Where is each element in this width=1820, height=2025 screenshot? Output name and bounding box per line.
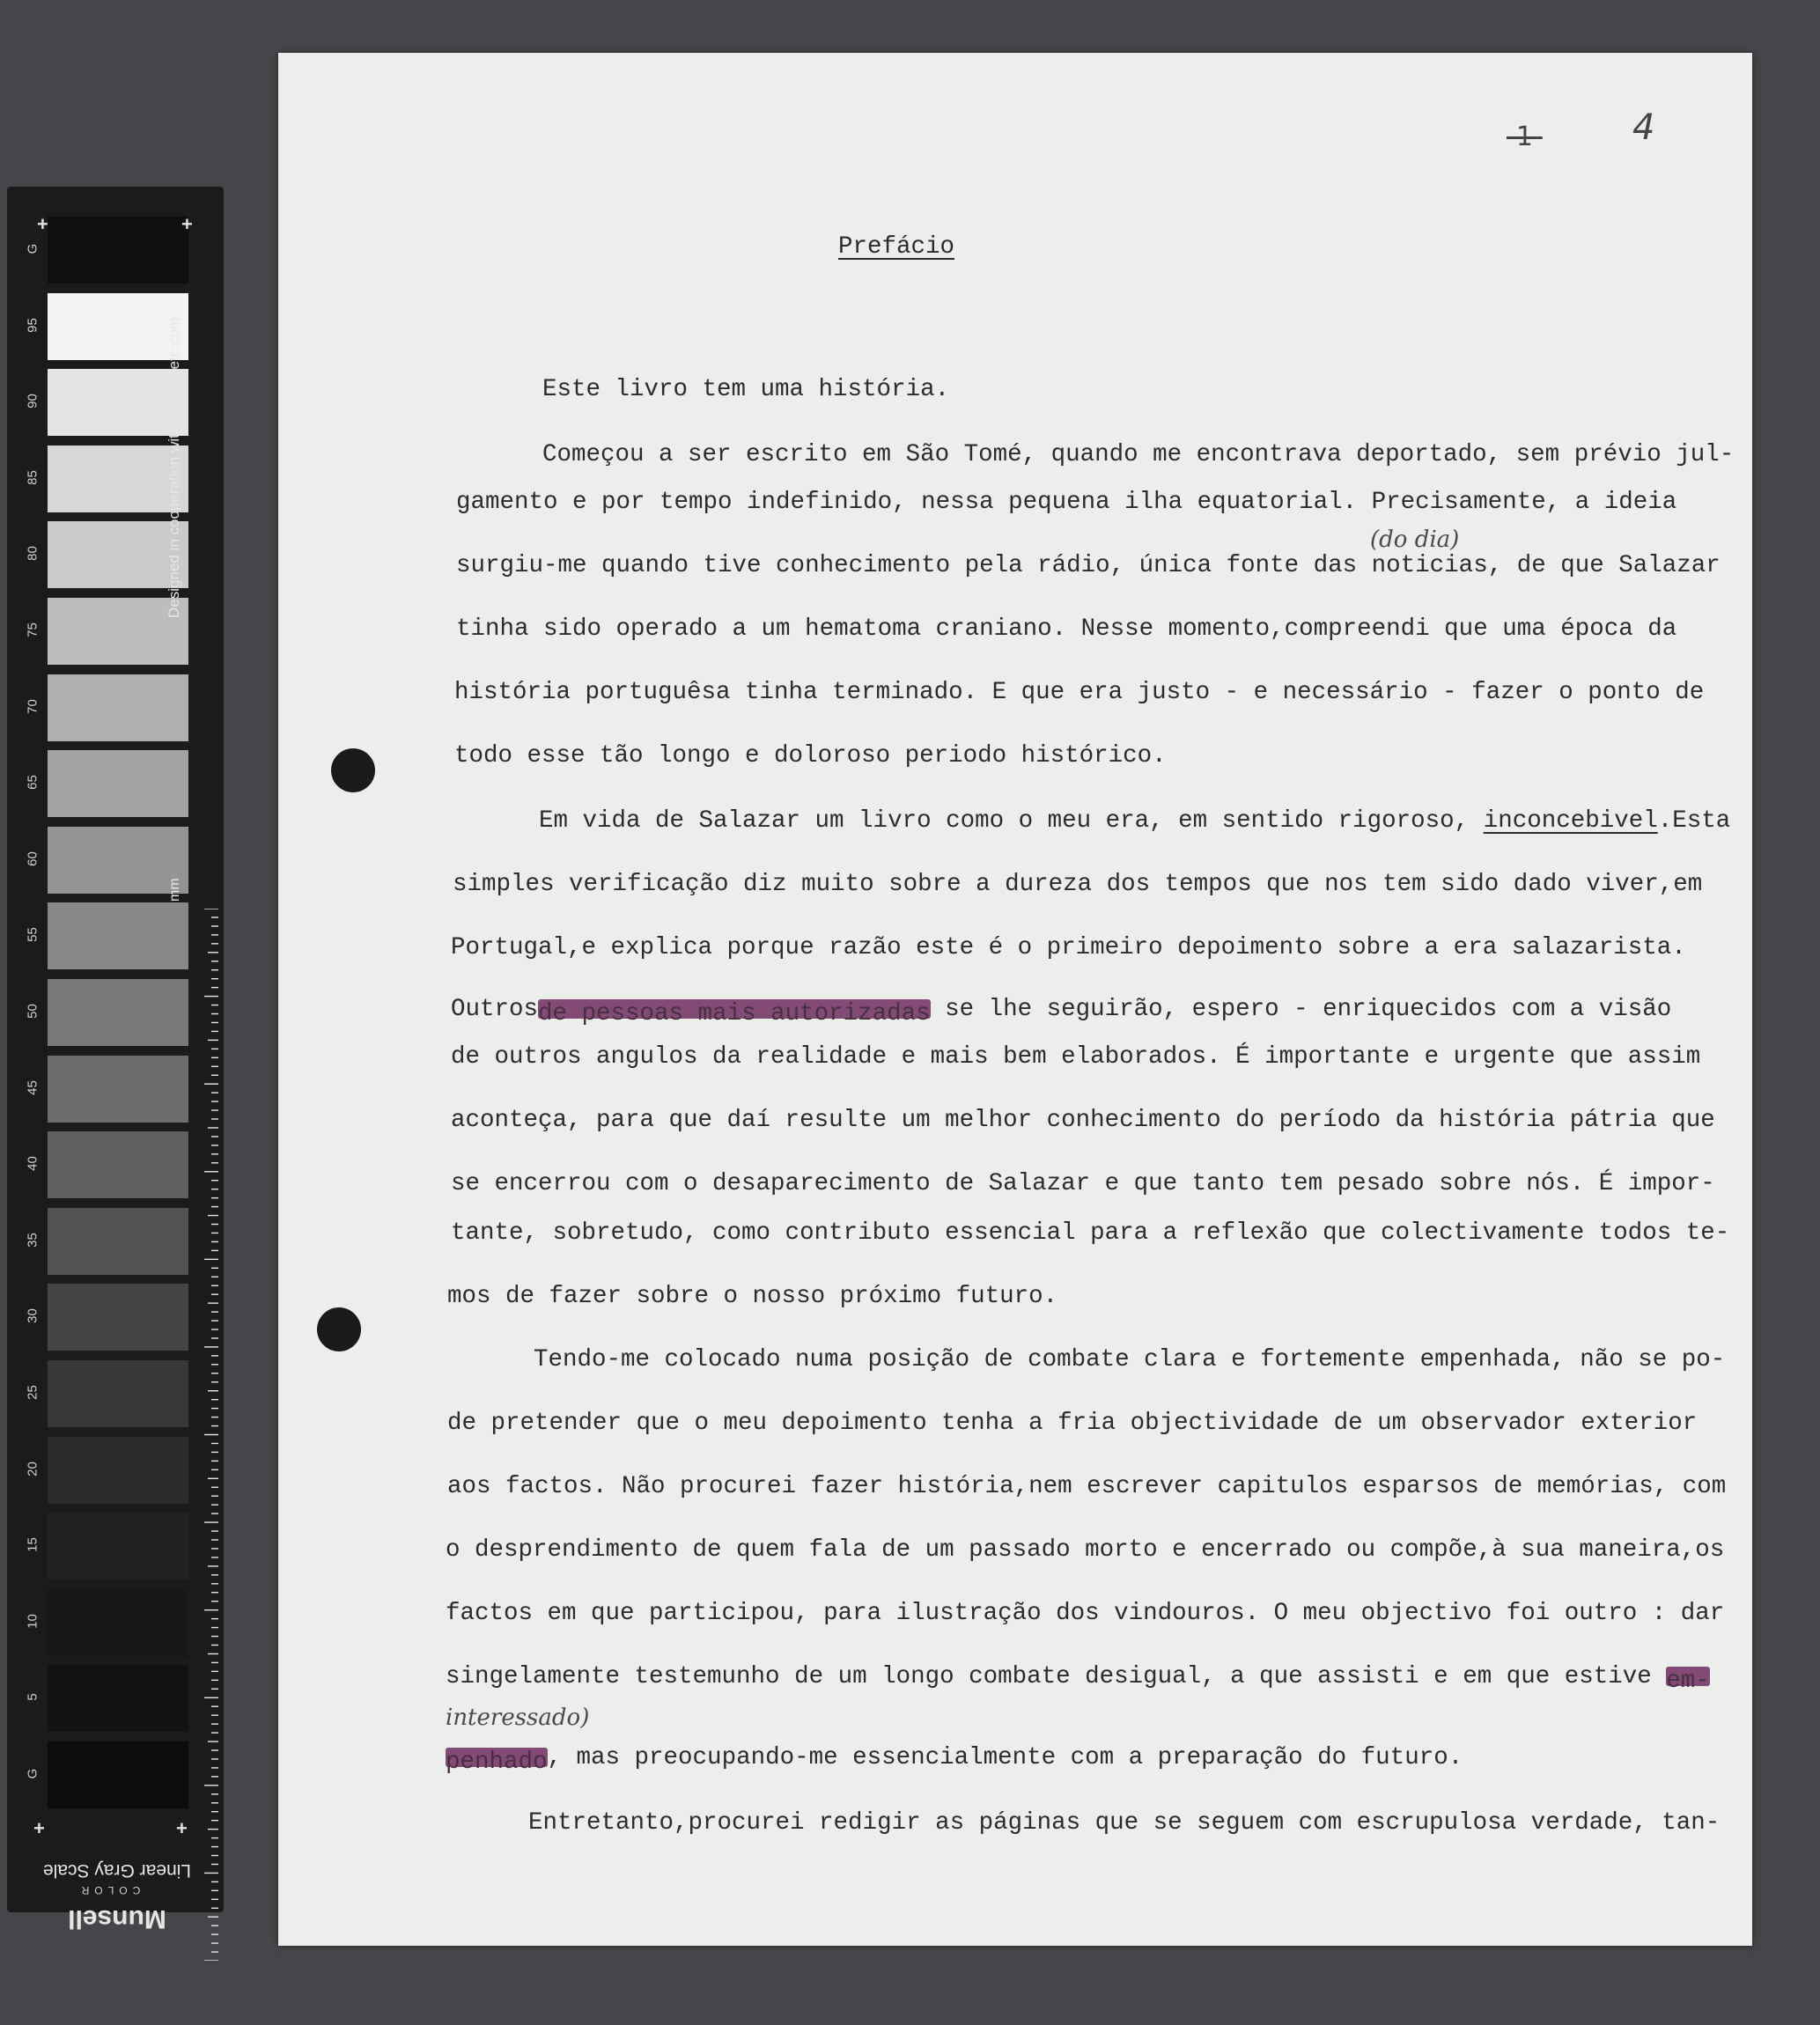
patch-number: 20 (25, 1461, 41, 1476)
gray-patch (48, 750, 188, 817)
gray-patch (48, 1437, 188, 1504)
text-line: Entretanto,procurei redigir as páginas que se seguem com escrupulosa verdade, tan- (528, 1809, 1721, 1837)
gray-patch (48, 674, 188, 741)
gray-patch (48, 1208, 188, 1275)
plus-mark: + (37, 213, 48, 235)
patch-number: G (25, 1768, 41, 1779)
gray-patch (48, 1360, 188, 1427)
patch-number: 45 (25, 1079, 41, 1095)
text-line (446, 1743, 1463, 1776)
line-segment: singelamente testemunho de um longo combate desigual, a que assisti e em que estive (446, 1663, 1667, 1690)
text-line (539, 806, 1730, 836)
handwritten-annotation: interessado) (446, 1705, 590, 1731)
gray-patch (48, 1665, 188, 1732)
patch-number: G (25, 243, 41, 254)
patch-number: 85 (25, 469, 41, 485)
gray-patch (48, 217, 188, 284)
plus-mark: + (181, 213, 193, 235)
patch-number: 50 (25, 1004, 41, 1019)
text-line: de pretender que o meu depoimento tenha a fria objectividade de um observador exterior (447, 1410, 1698, 1437)
text-line: gamento e por tempo indefinido, nessa pequena ilha equatorial. Precisamente, a ideia (456, 489, 1677, 516)
patch-number: 75 (25, 622, 41, 637)
patch-number: 55 (25, 927, 41, 943)
brand-sub: COLOR (76, 1884, 141, 1896)
patch-number: 60 (25, 850, 41, 866)
patch-number: 40 (25, 1156, 41, 1172)
text-line: de outros angulos da realidade e mais bem elaborados. É importante e urgente que assim (451, 1043, 1701, 1071)
gray-patch (48, 902, 188, 969)
crossed-out-text: em- (1666, 1667, 1710, 1695)
patch-number: 15 (25, 1537, 41, 1553)
page-mark-crossed: -1- (1507, 122, 1543, 152)
patch-number: 35 (25, 1232, 41, 1248)
underlined-word: inconcebivel (1483, 807, 1658, 835)
text-line: o desprendimento de quem fala de um passado morto e encerrado ou compõe,à sua maneira,os (446, 1536, 1725, 1564)
text-line: tinha sido operado a um hematoma craniano. Nesse momento,compreendi que uma época da (456, 615, 1677, 643)
text-line: factos em que participou, para ilustração dos vindouros. O meu objectivo foi outro : dar (446, 1600, 1725, 1627)
gray-patch (48, 1513, 188, 1580)
patch-number: 25 (25, 1385, 41, 1400)
patch-number: 30 (25, 1308, 41, 1324)
gray-patch (48, 979, 188, 1046)
gray-patch (48, 1056, 188, 1123)
crossed-out-text: penhado (446, 1748, 548, 1776)
text-line: história portuguêsa tinha terminado. E que era justo - e necessário - fazer o ponto de (454, 679, 1705, 706)
handwritten-annotation: (do dia) (1370, 526, 1460, 553)
patch-number: 65 (25, 775, 41, 791)
plus-mark: + (176, 1817, 188, 1839)
patch-number: 70 (25, 698, 41, 714)
crossed-out-text: de pessoas mais autorizadas (538, 999, 931, 1027)
plus-mark: + (33, 1817, 45, 1839)
text-line (451, 995, 1671, 1025)
patch-number: 95 (25, 317, 41, 333)
patch-number: 90 (25, 394, 41, 409)
text-line: Este livro tem uma história. (542, 376, 950, 403)
text-line: aconteça, para que daí resulte um melhor conhecimento do período da história pátria que (451, 1107, 1715, 1134)
scale-title: Linear Gray Scale (42, 1860, 192, 1881)
text-line: Tendo-me colocado numa posição de combate clara e fortemente empenhada, não se po- (534, 1346, 1726, 1373)
page-number: 4 (1632, 107, 1655, 148)
line-segment: , mas preocupando-me essencialmente com a preparação do futuro. (547, 1744, 1463, 1771)
line-segment: .Esta (1657, 807, 1731, 835)
patch-number: 5 (25, 1693, 41, 1702)
line-segment: se lhe seguirão, espero - enriquecidos com a visão (930, 996, 1672, 1023)
text-line: se encerrou com o desaparecimento de Salazar e que tanto tem pesado sobre nós. É impor- (451, 1170, 1715, 1197)
text-line: Portugal,e explica porque razão este é o primeiro depoimento sobre a era salazarista. (451, 934, 1686, 961)
line-segment: Outros (451, 996, 539, 1023)
card-credit: Designed in cooperation with imagingetc.com (166, 316, 182, 618)
punch-hole (331, 748, 375, 792)
text-line: todo esse tão longo e doloroso periodo histórico. (454, 742, 1167, 770)
punch-hole (317, 1307, 361, 1351)
document-page (278, 53, 1752, 1946)
patch-number: 10 (25, 1613, 41, 1629)
mm-label: mm (167, 878, 182, 902)
text-line (446, 1662, 1710, 1695)
gray-patch (48, 1131, 188, 1198)
line-segment: Em vida de Salazar um livro como o meu era, em sentido rigoroso, (539, 807, 1484, 835)
mm-ruler (203, 909, 218, 1961)
text-line: aos factos. Não procurei fazer história,nem escrever capitulos esparsos de memórias, com (447, 1473, 1727, 1500)
text-line: simples verificação diz muito sobre a dureza dos tempos que nos tem sido dado viver,em (453, 871, 1703, 898)
brand-name: Munsell (68, 1904, 166, 1933)
text-line: Começou a ser escrito em São Tomé, quando me encontrava deportado, sem prévio jul- (542, 441, 1735, 468)
text-line: mos de fazer sobre o nosso próximo futuro. (447, 1283, 1058, 1310)
text-line: tante, sobretudo, como contributo essencial para a reflexão que colectivamente todos te- (451, 1219, 1730, 1247)
document-title: Prefácio (838, 233, 955, 261)
gray-patch (48, 1589, 188, 1656)
patch-number: 80 (25, 546, 41, 562)
gray-patch (48, 1284, 188, 1351)
gray-patch (48, 1742, 188, 1808)
text-line: surgiu-me quando tive conhecimento pela rádio, única fonte das noticias, de que Salazar (456, 552, 1721, 579)
gray-scale-card (7, 187, 224, 1933)
